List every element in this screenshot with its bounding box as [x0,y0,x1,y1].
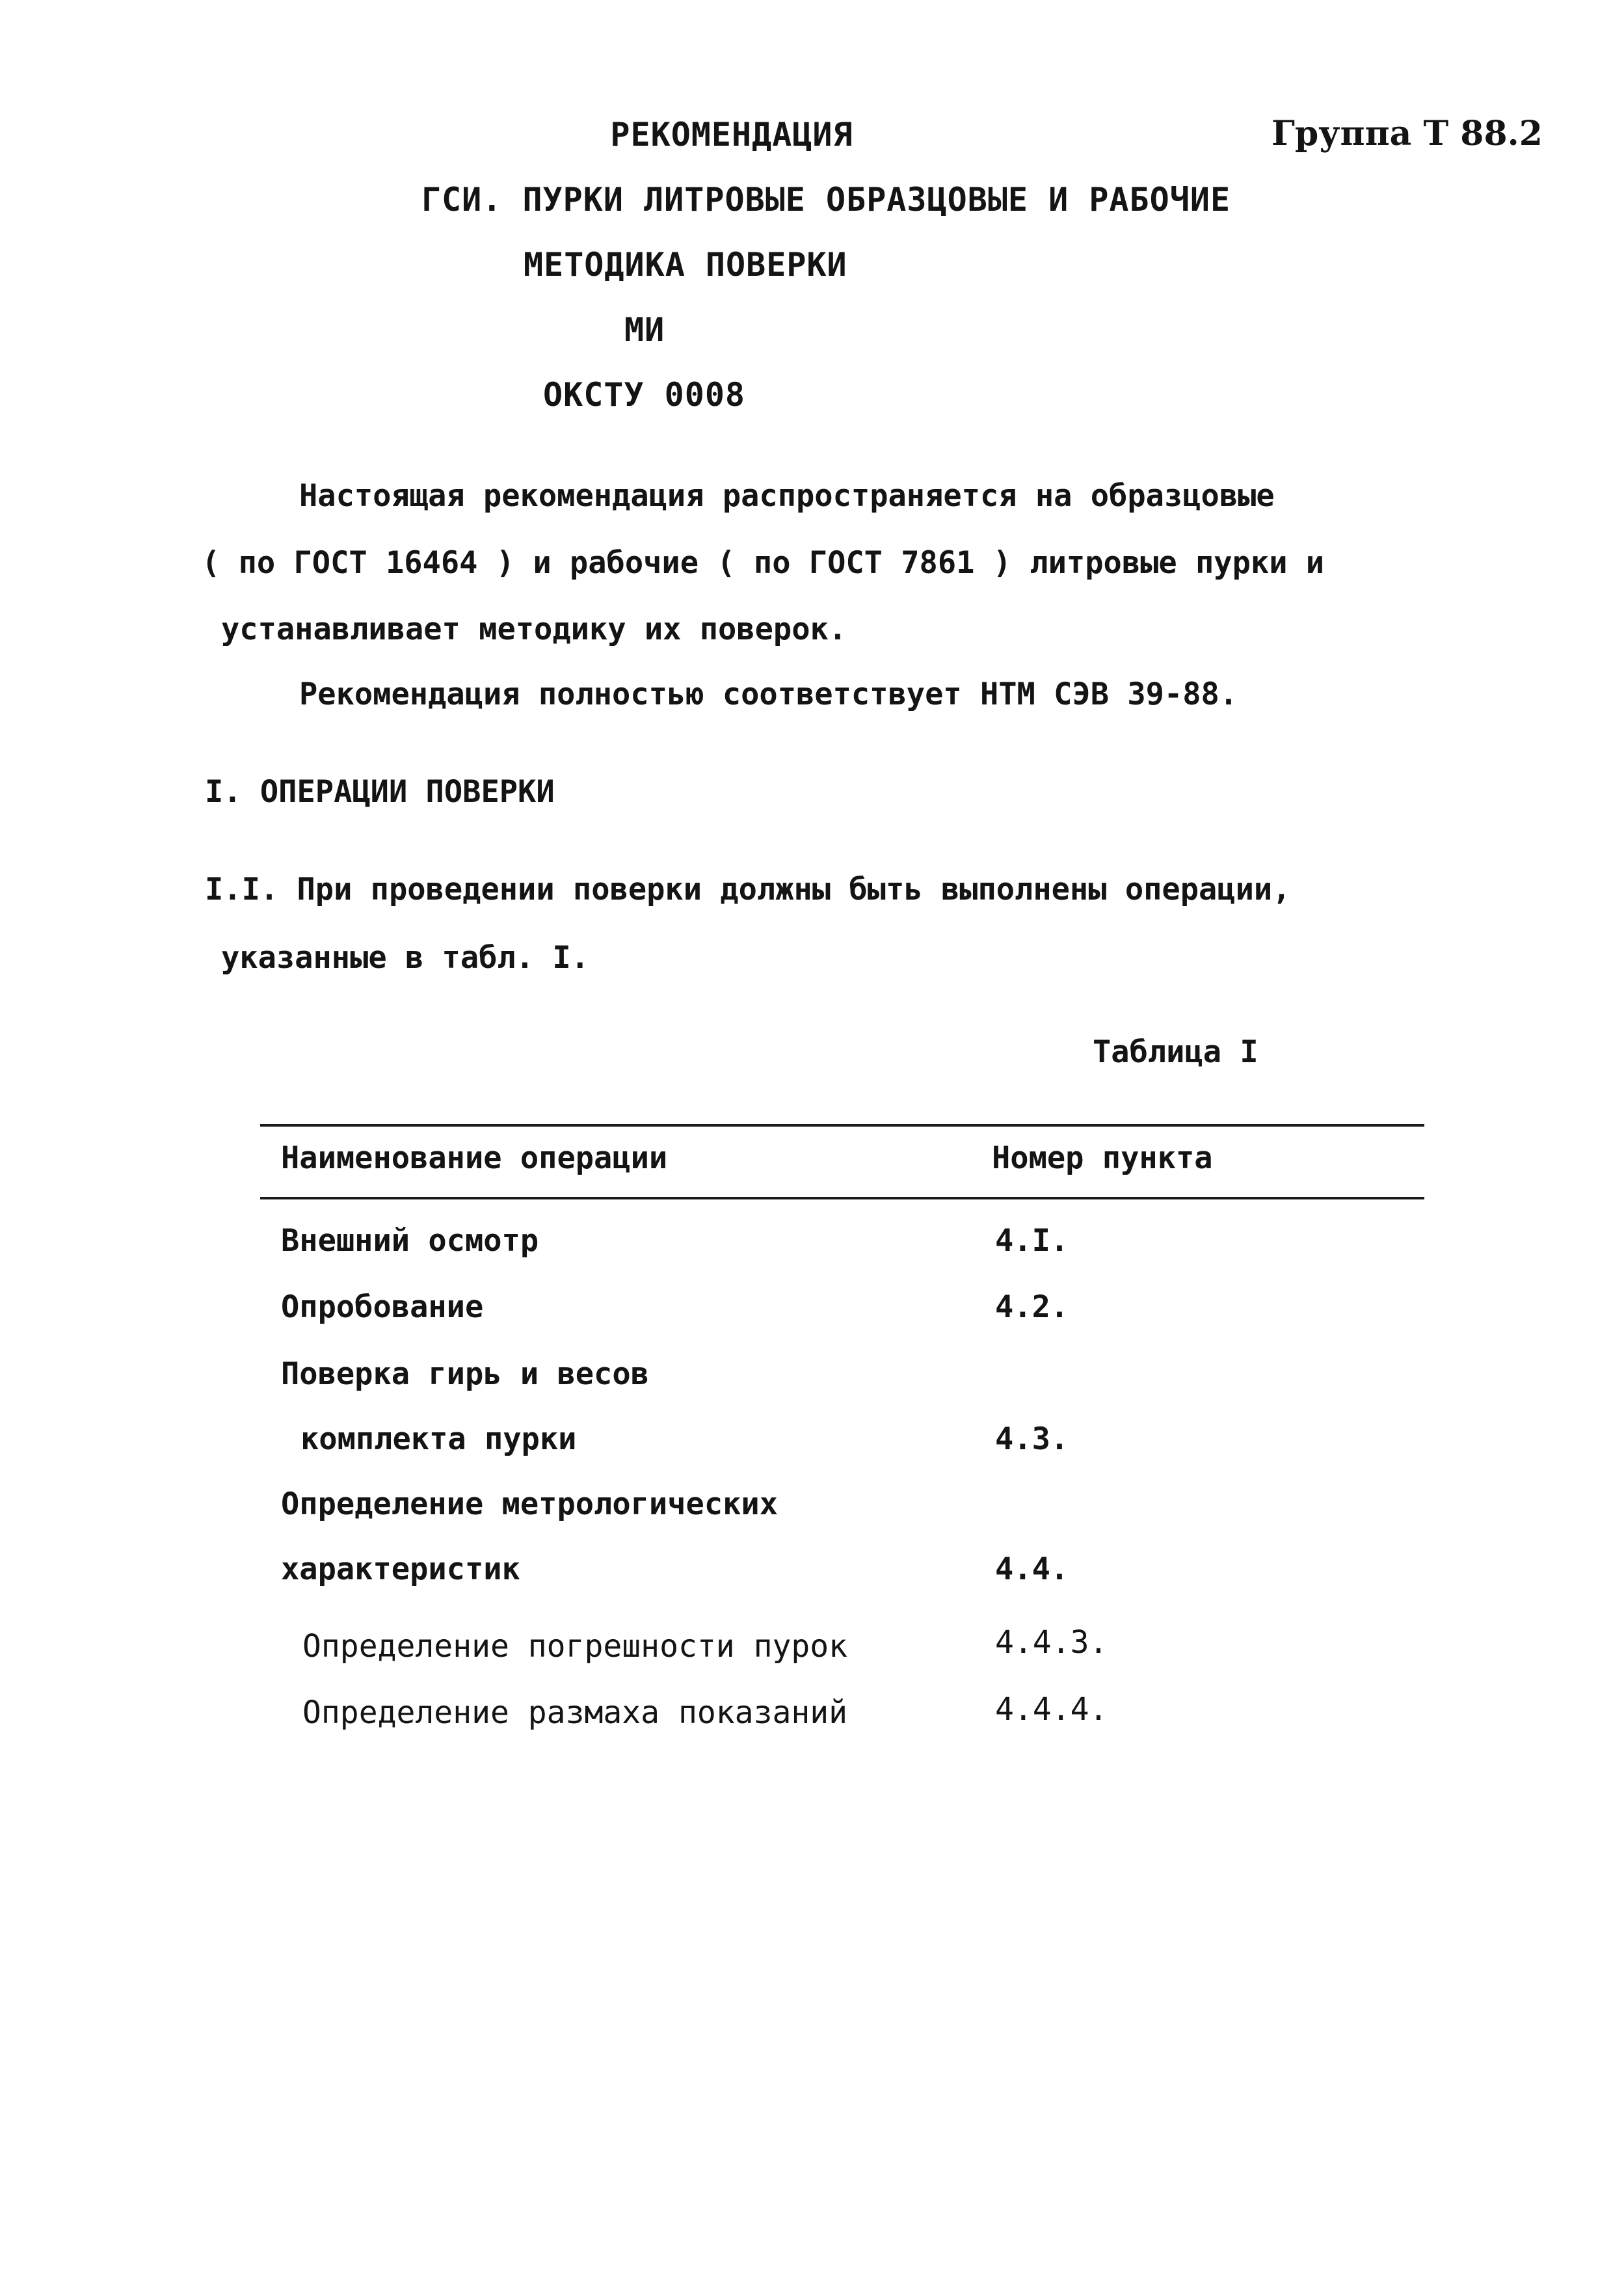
table-caption: Таблица I [1093,1034,1258,1070]
table-row-name: Внешний осмотр [281,1223,539,1259]
table-row-number: 4.4. [995,1551,1069,1587]
doc-code: МИ [624,311,665,349]
group-label: Группа Т 88.2 [1271,114,1543,154]
table-header-name: Наименование операции [281,1140,668,1176]
section-heading: I. ОПЕРАЦИИ ПОВЕРКИ [205,774,555,810]
table-row-name: Опробование [281,1289,484,1325]
method-title: МЕТОДИКА ПОВЕРКИ [524,246,847,284]
intro-line-2: ( по ГОСТ 16464 ) и рабочие ( по ГОСТ 7861 ) литровые пурки и [202,545,1325,581]
table-top-rule [260,1124,1424,1127]
table-row-number: 4.3. [995,1421,1069,1457]
doc-type-title: РЕКОМЕНДАЦИЯ [610,116,853,154]
section-paragraph-line-2: указанные в табл. I. [221,940,589,976]
okstu-code: ОКСТУ 0008 [543,376,746,414]
section-paragraph-line-1: I.I. При проведении поверки должны быть выполнены операции, [205,872,1291,907]
table-row-name: Определение метрологических [281,1486,779,1522]
intro-line-4: Рекомендация полностью соответствует НТМ СЭВ 39-88. [299,676,1238,712]
table-row-name: Поверка гирь и весов [281,1356,649,1392]
table-row-name: Определение размаха показаний [302,1694,848,1731]
table-row-number: 4.4.4. [995,1691,1108,1728]
table-row-name: характеристик [281,1551,520,1587]
table-row-number: 4.2. [995,1289,1069,1325]
intro-line-3: устанавливает методику их поверок. [221,611,847,647]
table-row-name: комплекта пурки [300,1421,577,1457]
doc-subtitle: ГСИ. ПУРКИ ЛИТРОВЫЕ ОБРАЗЦОВЫЕ И РАБОЧИЕ [421,181,1231,219]
table-header-number: Номер пункта [992,1140,1213,1176]
intro-line-1: Настоящая рекомендация распространяется на образцовые [299,478,1275,514]
table-row-name: Определение погрешности пурок [302,1628,848,1665]
table-row-number: 4.4.3. [995,1624,1108,1661]
table-row-number: 4.I. [995,1223,1069,1259]
table-header-rule [260,1197,1424,1199]
